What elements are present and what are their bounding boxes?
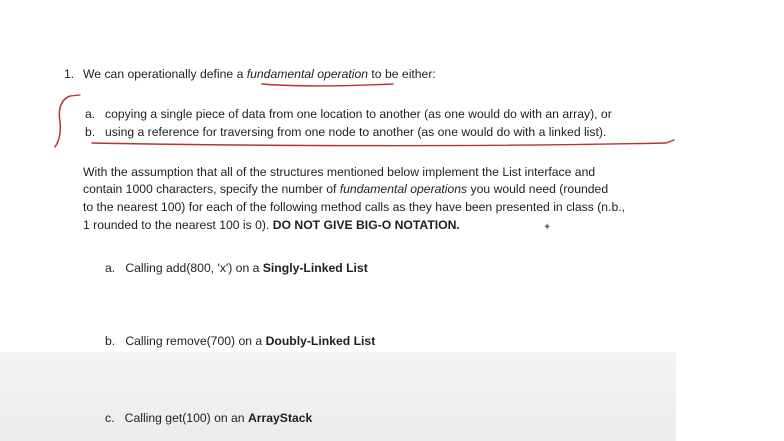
ink-underline-fundamental-operation — [262, 84, 393, 86]
question-intro-text: We can operationally define a fundamental operation to be either: — [83, 67, 436, 81]
ink-bracket — [55, 96, 70, 147]
paragraph-line-4: 1 rounded to the nearest 100 is 0). DO NOT GIVE BIG-O NOTATION. — [83, 218, 460, 232]
paragraph-line-2: contain 1000 characters, specify the number of fundamental operations you would need (rounded — [83, 182, 609, 196]
option-b-text: using a reference for traversing from one node to another (as one would do with a linked list). — [105, 125, 607, 139]
option-a-text: copying a single piece of data from one location to another (as one would do with an array), or — [105, 107, 612, 121]
paragraph-emphasis: fundamental operations — [339, 182, 468, 196]
option-b-marker: b. — [85, 125, 96, 139]
subpart-b-marker: b. — [105, 334, 116, 348]
subpart-a: a. Calling add(800, 'x') on a Singly-Linked List — [105, 261, 368, 275]
no-big-o-warning: DO NOT GIVE BIG-O NOTATION. — [272, 218, 460, 232]
subpart-a-marker: a. — [105, 261, 116, 275]
subpart-c: c. Calling get(100) on an ArrayStack — [105, 411, 313, 425]
paragraph-line-1: With the assumption that all of the structures mentioned below implement the List interface and — [83, 165, 596, 179]
question-number: 1. — [64, 67, 75, 81]
subpart-c-marker: c. — [105, 411, 115, 425]
ink-bracket-tip — [70, 95, 80, 96]
cursor-icon: ✦ — [543, 222, 552, 233]
ink-underline-option-b — [92, 140, 674, 146]
option-a-marker: a. — [85, 107, 96, 121]
paragraph-line-3: to the nearest 100) for each of the following method calls as they have been presented in class (n.b., — [83, 200, 625, 214]
subpart-b: b. Calling remove(700) on a Doubly-Linked List — [105, 334, 376, 348]
intro-emphasis: fundamental operation — [246, 67, 369, 81]
